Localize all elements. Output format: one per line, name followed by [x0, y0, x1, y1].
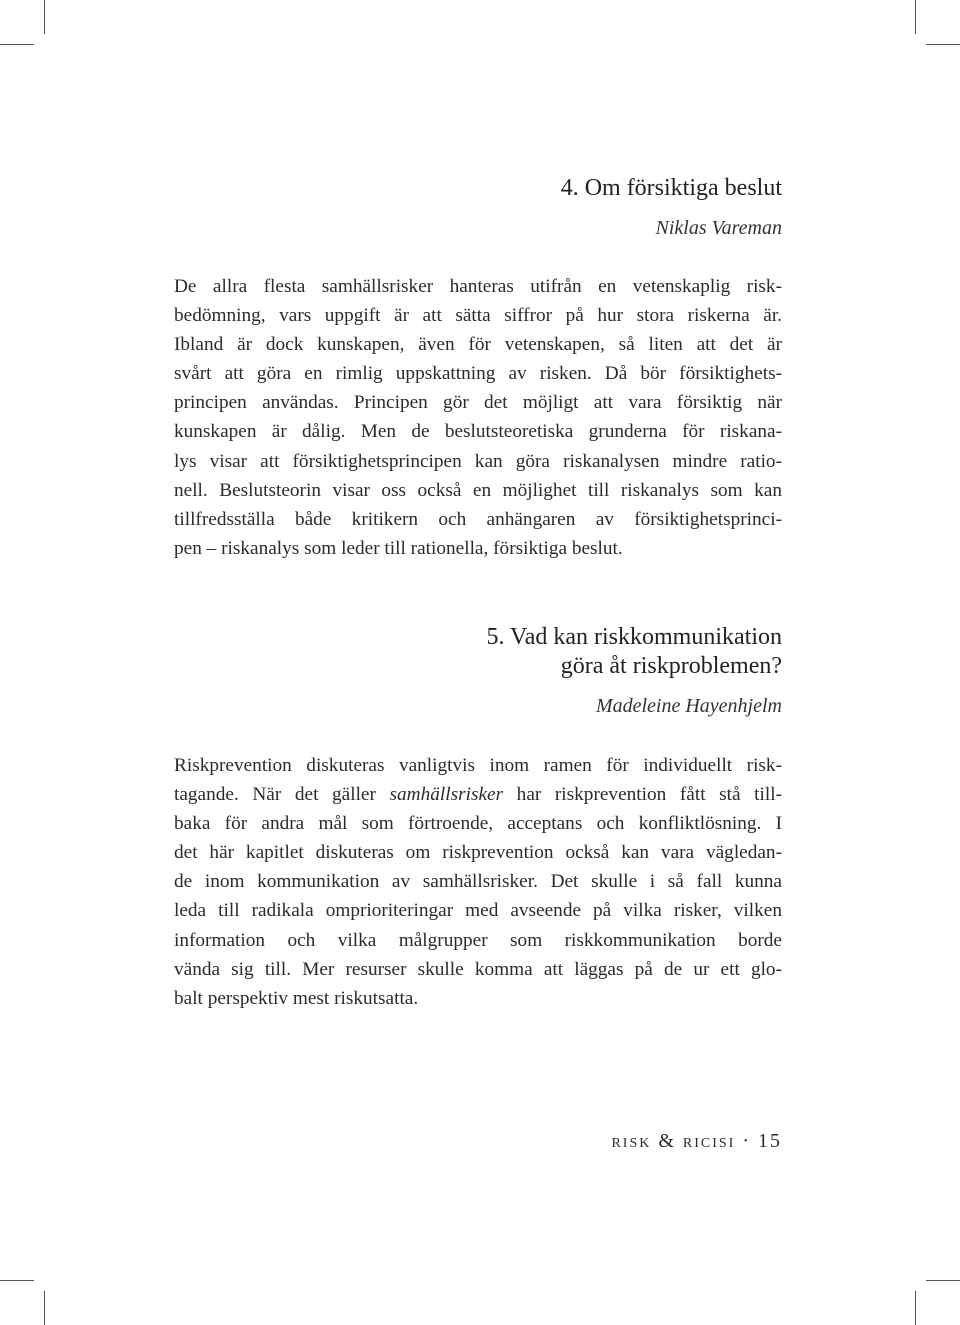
chapter-4-author-wrap	[174, 216, 782, 240]
crop-mark-top-left-vertical	[44, 0, 45, 34]
crop-mark-top-left-horizontal	[0, 44, 34, 45]
abstract-line: baka för andra mål som förtroende, acceptans och konfliktlösning. I	[174, 813, 782, 835]
abstract-line	[174, 780, 782, 809]
abstract-line: principen användas. Principen gör det möjligt att vara försiktig när	[174, 392, 782, 414]
chapter-4-author: Niklas Vareman	[655, 217, 782, 239]
crop-mark-bottom-left-vertical	[44, 1291, 45, 1325]
chapter-4-header	[174, 174, 782, 203]
abstract-text: har riskprevention fått stå till-	[503, 784, 783, 806]
crop-mark-bottom-right-horizontal	[926, 1280, 960, 1281]
abstract-line: information och vilka målgrupper som riskkommunikation borde	[174, 929, 782, 951]
chapter-5-heading-line1: 5. Vad kan riskkommunikation	[486, 624, 782, 650]
chapter-4-heading: 4. Om försiktiga beslut	[560, 175, 782, 201]
chapter-5-abstract	[174, 751, 782, 1013]
running-footer: risk & ricisi · 15	[611, 1130, 782, 1152]
abstract-line: pen – riskanalys som leder till rationella, försiktiga beslut.	[174, 537, 623, 559]
emphasis-samhallsrisker: samhällsrisker	[389, 784, 504, 806]
abstract-line: nell. Beslutsteorin visar oss också en möjlighet till riskanalys som kan	[174, 479, 782, 501]
abstract-line: tillfredsställa både kritikern och anhängaren av försiktighetsprinci-	[174, 508, 782, 530]
abstract-line: balt perspektiv mest riskutsatta.	[174, 987, 419, 1009]
abstract-text: tagande. När det gäller	[174, 784, 390, 806]
abstract-line: det här kapitlet diskuteras om riskprevention också kan vara vägledan-	[174, 842, 782, 864]
abstract-line: Riskprevention diskuteras vanligtvis inom ramen för individuellt risk-	[174, 755, 782, 776]
chapter-5-heading-line2: göra åt riskproblemen?	[560, 653, 782, 679]
abstract-line: vända sig till. Mer resurser skulle komma att läggas på de ur ett glo-	[174, 958, 782, 980]
abstract-line: De allra flesta samhällsrisker hanteras utifrån en vetenskaplig risk-	[174, 276, 782, 297]
abstract-line: lys visar att försiktighetsprincipen kan göra riskanalysen mindre ratio-	[174, 450, 782, 472]
chapter-5-author-wrap	[174, 694, 782, 718]
abstract-line: bedömning, vars uppgift är att sätta siffror på hur stora riskerna är.	[174, 305, 782, 327]
abstract-line: de inom kommunikation av samhällsrisker. Det skulle i så fall kunna	[174, 871, 782, 893]
abstract-line: leda till radikala omprioriteringar med avseende på vilka risker, vilken	[174, 900, 782, 922]
chapter-5-header	[174, 623, 782, 681]
abstract-line: kunskapen är dålig. Men de beslutsteoretiska grunderna för riskana-	[174, 421, 782, 443]
abstract-line: svårt att göra en rimlig uppskattning av risken. Då bör försiktighets-	[174, 363, 782, 385]
chapter-5-author: Madeleine Hayenhjelm	[595, 695, 782, 717]
abstract-line: Ibland är dock kunskapen, även för vetenskapen, så liten att det är	[174, 334, 782, 356]
crop-mark-top-right-vertical	[915, 0, 916, 34]
chapter-4-abstract	[174, 272, 782, 563]
crop-mark-bottom-left-horizontal	[0, 1280, 34, 1281]
crop-mark-top-right-horizontal	[926, 44, 960, 45]
crop-mark-bottom-right-vertical	[915, 1291, 916, 1325]
